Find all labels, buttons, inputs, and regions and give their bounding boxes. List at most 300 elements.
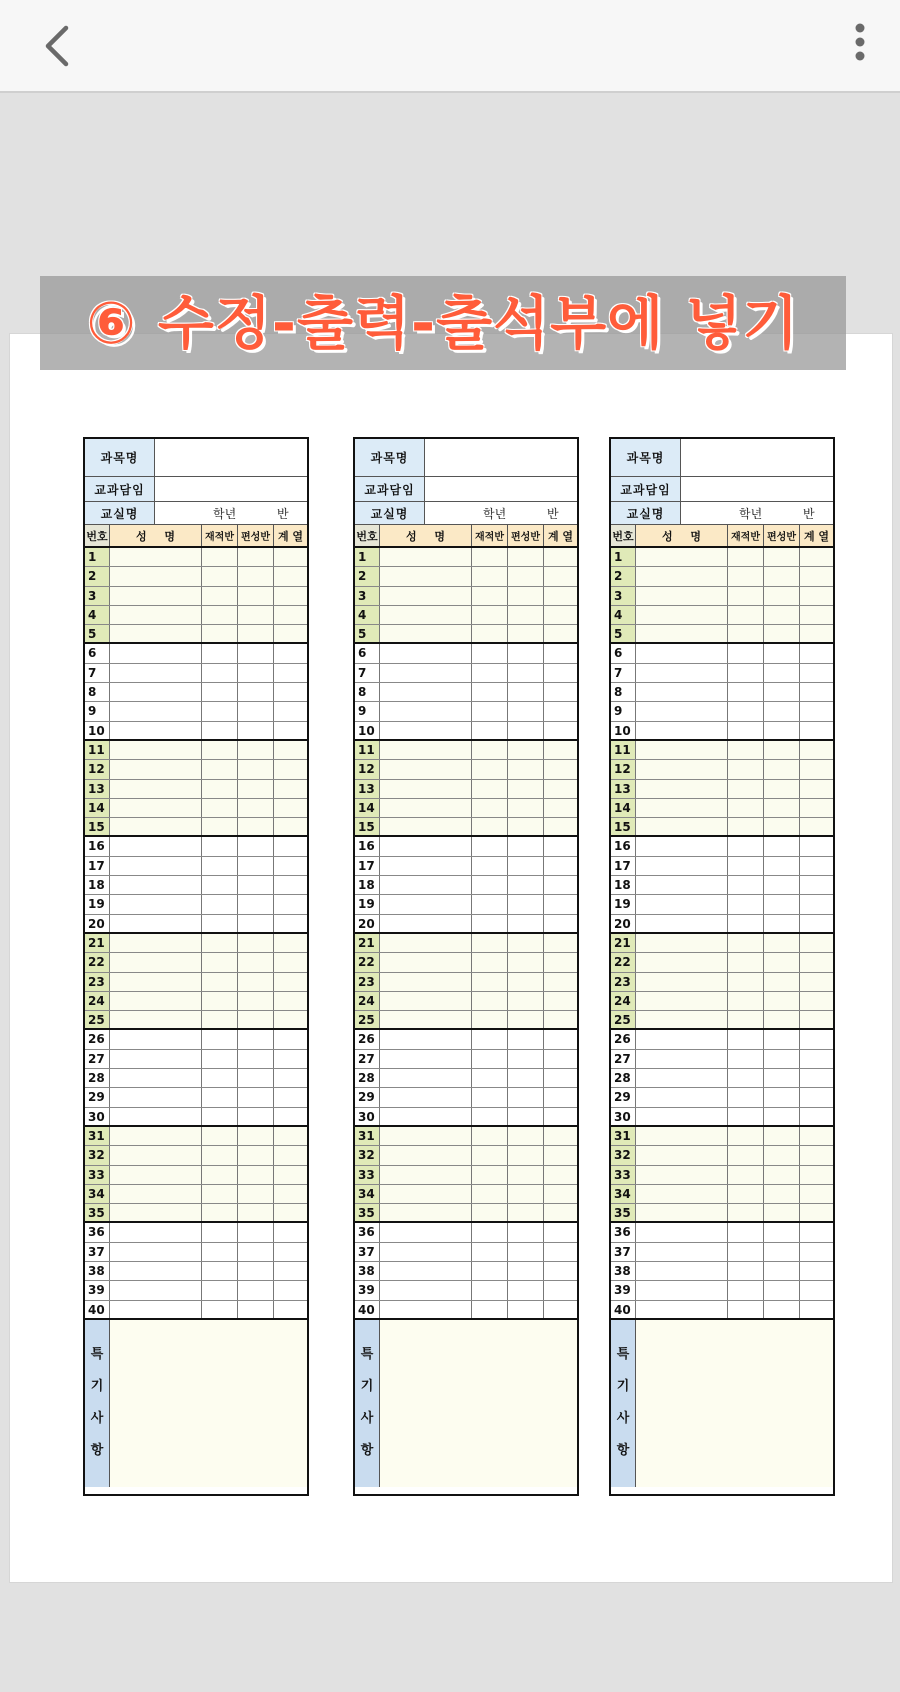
track-cell[interactable] [800, 1011, 833, 1028]
enrolled-class-cell[interactable] [728, 606, 764, 624]
enrolled-class-cell[interactable] [202, 876, 238, 894]
student-name-cell[interactable] [380, 1146, 472, 1164]
track-cell[interactable] [274, 1301, 307, 1318]
student-name-cell[interactable] [636, 1011, 728, 1028]
enrolled-class-cell[interactable] [472, 1108, 508, 1125]
assigned-class-cell[interactable] [238, 1281, 274, 1299]
enrolled-class-cell[interactable] [202, 895, 238, 913]
enrolled-class-cell[interactable] [472, 644, 508, 662]
track-cell[interactable] [544, 818, 577, 835]
track-cell[interactable] [800, 1050, 833, 1068]
student-name-cell[interactable] [636, 760, 728, 778]
assigned-class-cell[interactable] [508, 1223, 544, 1241]
enrolled-class-cell[interactable] [202, 1088, 238, 1106]
student-name-cell[interactable] [636, 664, 728, 682]
enrolled-class-cell[interactable] [728, 644, 764, 662]
assigned-class-cell[interactable] [238, 992, 274, 1010]
teacher-value[interactable] [681, 477, 833, 501]
assigned-class-cell[interactable] [508, 857, 544, 875]
enrolled-class-cell[interactable] [472, 702, 508, 720]
student-name-cell[interactable] [380, 1281, 472, 1299]
track-cell[interactable] [544, 934, 577, 952]
enrolled-class-cell[interactable] [728, 857, 764, 875]
enrolled-class-cell[interactable] [202, 683, 238, 701]
track-cell[interactable] [800, 567, 833, 585]
enrolled-class-cell[interactable] [472, 780, 508, 798]
assigned-class-cell[interactable] [764, 567, 800, 585]
track-cell[interactable] [544, 799, 577, 817]
assigned-class-cell[interactable] [508, 567, 544, 585]
enrolled-class-cell[interactable] [472, 1146, 508, 1164]
assigned-class-cell[interactable] [238, 818, 274, 835]
assigned-class-cell[interactable] [508, 1243, 544, 1261]
track-cell[interactable] [544, 1127, 577, 1145]
enrolled-class-cell[interactable] [202, 1146, 238, 1164]
assigned-class-cell[interactable] [508, 1166, 544, 1184]
track-cell[interactable] [544, 1050, 577, 1068]
track-cell[interactable] [544, 606, 577, 624]
assigned-class-cell[interactable] [508, 760, 544, 778]
enrolled-class-cell[interactable] [728, 1108, 764, 1125]
track-cell[interactable] [274, 780, 307, 798]
track-cell[interactable] [544, 1030, 577, 1048]
track-cell[interactable] [274, 1050, 307, 1068]
track-cell[interactable] [274, 953, 307, 971]
assigned-class-cell[interactable] [238, 915, 274, 932]
enrolled-class-cell[interactable] [472, 1301, 508, 1318]
student-name-cell[interactable] [380, 934, 472, 952]
assigned-class-cell[interactable] [508, 1185, 544, 1203]
assigned-class-cell[interactable] [764, 587, 800, 605]
assigned-class-cell[interactable] [764, 973, 800, 991]
track-cell[interactable] [544, 702, 577, 720]
track-cell[interactable] [800, 992, 833, 1010]
track-cell[interactable] [800, 934, 833, 952]
track-cell[interactable] [544, 915, 577, 932]
enrolled-class-cell[interactable] [472, 1185, 508, 1203]
student-name-cell[interactable] [380, 702, 472, 720]
assigned-class-cell[interactable] [238, 606, 274, 624]
student-name-cell[interactable] [380, 895, 472, 913]
track-cell[interactable] [800, 857, 833, 875]
room-value[interactable] [425, 502, 577, 524]
student-name-cell[interactable] [380, 1030, 472, 1048]
assigned-class-cell[interactable] [238, 644, 274, 662]
student-name-cell[interactable] [636, 548, 728, 566]
student-name-cell[interactable] [110, 780, 202, 798]
assigned-class-cell[interactable] [508, 953, 544, 971]
track-cell[interactable] [800, 741, 833, 759]
student-name-cell[interactable] [110, 1088, 202, 1106]
assigned-class-cell[interactable] [764, 1204, 800, 1221]
assigned-class-cell[interactable] [764, 1108, 800, 1125]
student-name-cell[interactable] [636, 702, 728, 720]
enrolled-class-cell[interactable] [728, 973, 764, 991]
assigned-class-cell[interactable] [764, 1011, 800, 1028]
assigned-class-cell[interactable] [508, 1127, 544, 1145]
assigned-class-cell[interactable] [764, 760, 800, 778]
enrolled-class-cell[interactable] [472, 953, 508, 971]
track-cell[interactable] [800, 606, 833, 624]
student-name-cell[interactable] [110, 587, 202, 605]
assigned-class-cell[interactable] [508, 992, 544, 1010]
enrolled-class-cell[interactable] [472, 1050, 508, 1068]
student-name-cell[interactable] [380, 1011, 472, 1028]
assigned-class-cell[interactable] [764, 1281, 800, 1299]
enrolled-class-cell[interactable] [472, 1223, 508, 1241]
enrolled-class-cell[interactable] [202, 606, 238, 624]
enrolled-class-cell[interactable] [472, 1030, 508, 1048]
track-cell[interactable] [800, 1185, 833, 1203]
assigned-class-cell[interactable] [764, 548, 800, 566]
enrolled-class-cell[interactable] [472, 567, 508, 585]
track-cell[interactable] [274, 741, 307, 759]
student-name-cell[interactable] [636, 837, 728, 855]
track-cell[interactable] [544, 548, 577, 566]
student-name-cell[interactable] [110, 973, 202, 991]
enrolled-class-cell[interactable] [728, 1243, 764, 1261]
student-name-cell[interactable] [636, 799, 728, 817]
student-name-cell[interactable] [380, 567, 472, 585]
assigned-class-cell[interactable] [508, 876, 544, 894]
assigned-class-cell[interactable] [238, 895, 274, 913]
track-cell[interactable] [800, 1030, 833, 1048]
assigned-class-cell[interactable] [764, 992, 800, 1010]
assigned-class-cell[interactable] [508, 780, 544, 798]
track-cell[interactable] [544, 683, 577, 701]
track-cell[interactable] [800, 760, 833, 778]
assigned-class-cell[interactable] [508, 934, 544, 952]
track-cell[interactable] [800, 915, 833, 932]
track-cell[interactable] [800, 876, 833, 894]
track-cell[interactable] [544, 876, 577, 894]
assigned-class-cell[interactable] [238, 1262, 274, 1280]
assigned-class-cell[interactable] [508, 1030, 544, 1048]
assigned-class-cell[interactable] [764, 1185, 800, 1203]
enrolled-class-cell[interactable] [472, 606, 508, 624]
assigned-class-cell[interactable] [238, 587, 274, 605]
track-cell[interactable] [274, 799, 307, 817]
track-cell[interactable] [274, 1185, 307, 1203]
enrolled-class-cell[interactable] [472, 760, 508, 778]
track-cell[interactable] [800, 1088, 833, 1106]
student-name-cell[interactable] [110, 664, 202, 682]
assigned-class-cell[interactable] [764, 934, 800, 952]
student-name-cell[interactable] [110, 876, 202, 894]
assigned-class-cell[interactable] [764, 1088, 800, 1106]
student-name-cell[interactable] [636, 587, 728, 605]
student-name-cell[interactable] [110, 625, 202, 642]
assigned-class-cell[interactable] [238, 548, 274, 566]
track-cell[interactable] [800, 1069, 833, 1087]
assigned-class-cell[interactable] [764, 1166, 800, 1184]
track-cell[interactable] [274, 1243, 307, 1261]
enrolled-class-cell[interactable] [202, 1108, 238, 1125]
enrolled-class-cell[interactable] [728, 760, 764, 778]
assigned-class-cell[interactable] [238, 1223, 274, 1241]
assigned-class-cell[interactable] [508, 548, 544, 566]
enrolled-class-cell[interactable] [202, 567, 238, 585]
track-cell[interactable] [800, 644, 833, 662]
track-cell[interactable] [544, 1281, 577, 1299]
track-cell[interactable] [544, 1223, 577, 1241]
enrolled-class-cell[interactable] [202, 741, 238, 759]
enrolled-class-cell[interactable] [728, 683, 764, 701]
subject-value[interactable] [425, 439, 577, 476]
student-name-cell[interactable] [636, 953, 728, 971]
track-cell[interactable] [800, 1146, 833, 1164]
track-cell[interactable] [800, 780, 833, 798]
track-cell[interactable] [274, 722, 307, 739]
enrolled-class-cell[interactable] [728, 818, 764, 835]
student-name-cell[interactable] [110, 606, 202, 624]
student-name-cell[interactable] [110, 837, 202, 855]
teacher-value[interactable] [155, 477, 307, 501]
enrolled-class-cell[interactable] [202, 760, 238, 778]
student-name-cell[interactable] [110, 683, 202, 701]
track-cell[interactable] [800, 799, 833, 817]
student-name-cell[interactable] [110, 567, 202, 585]
student-name-cell[interactable] [636, 1281, 728, 1299]
enrolled-class-cell[interactable] [202, 780, 238, 798]
student-name-cell[interactable] [380, 799, 472, 817]
student-name-cell[interactable] [636, 606, 728, 624]
student-name-cell[interactable] [380, 548, 472, 566]
track-cell[interactable] [800, 1204, 833, 1221]
student-name-cell[interactable] [380, 664, 472, 682]
student-name-cell[interactable] [380, 644, 472, 662]
track-cell[interactable] [544, 664, 577, 682]
track-cell[interactable] [274, 702, 307, 720]
student-name-cell[interactable] [380, 1301, 472, 1318]
student-name-cell[interactable] [636, 973, 728, 991]
student-name-cell[interactable] [380, 587, 472, 605]
track-cell[interactable] [800, 953, 833, 971]
assigned-class-cell[interactable] [238, 857, 274, 875]
student-name-cell[interactable] [380, 1185, 472, 1203]
student-name-cell[interactable] [636, 1223, 728, 1241]
track-cell[interactable] [274, 548, 307, 566]
assigned-class-cell[interactable] [238, 722, 274, 739]
track-cell[interactable] [800, 973, 833, 991]
track-cell[interactable] [274, 1011, 307, 1028]
enrolled-class-cell[interactable] [202, 644, 238, 662]
enrolled-class-cell[interactable] [202, 1223, 238, 1241]
student-name-cell[interactable] [380, 722, 472, 739]
student-name-cell[interactable] [110, 857, 202, 875]
student-name-cell[interactable] [110, 1011, 202, 1028]
assigned-class-cell[interactable] [238, 953, 274, 971]
assigned-class-cell[interactable] [238, 1127, 274, 1145]
student-name-cell[interactable] [380, 1223, 472, 1241]
assigned-class-cell[interactable] [238, 741, 274, 759]
enrolled-class-cell[interactable] [202, 702, 238, 720]
enrolled-class-cell[interactable] [472, 837, 508, 855]
assigned-class-cell[interactable] [508, 1088, 544, 1106]
assigned-class-cell[interactable] [508, 818, 544, 835]
student-name-cell[interactable] [636, 1030, 728, 1048]
track-cell[interactable] [800, 625, 833, 642]
track-cell[interactable] [274, 567, 307, 585]
student-name-cell[interactable] [636, 1262, 728, 1280]
assigned-class-cell[interactable] [508, 741, 544, 759]
enrolled-class-cell[interactable] [202, 1050, 238, 1068]
student-name-cell[interactable] [636, 1185, 728, 1203]
enrolled-class-cell[interactable] [202, 818, 238, 835]
enrolled-class-cell[interactable] [472, 1204, 508, 1221]
student-name-cell[interactable] [380, 1127, 472, 1145]
room-value[interactable] [155, 502, 307, 524]
enrolled-class-cell[interactable] [202, 1069, 238, 1087]
enrolled-class-cell[interactable] [472, 683, 508, 701]
teacher-value[interactable] [425, 477, 577, 501]
enrolled-class-cell[interactable] [728, 915, 764, 932]
assigned-class-cell[interactable] [508, 683, 544, 701]
student-name-cell[interactable] [380, 953, 472, 971]
assigned-class-cell[interactable] [238, 702, 274, 720]
assigned-class-cell[interactable] [238, 683, 274, 701]
enrolled-class-cell[interactable] [728, 1069, 764, 1087]
assigned-class-cell[interactable] [508, 915, 544, 932]
assigned-class-cell[interactable] [508, 1146, 544, 1164]
assigned-class-cell[interactable] [238, 1050, 274, 1068]
assigned-class-cell[interactable] [764, 1262, 800, 1280]
enrolled-class-cell[interactable] [202, 1185, 238, 1203]
student-name-cell[interactable] [110, 953, 202, 971]
assigned-class-cell[interactable] [238, 1088, 274, 1106]
student-name-cell[interactable] [110, 1030, 202, 1048]
assigned-class-cell[interactable] [508, 606, 544, 624]
enrolled-class-cell[interactable] [728, 587, 764, 605]
student-name-cell[interactable] [380, 625, 472, 642]
track-cell[interactable] [274, 1069, 307, 1087]
assigned-class-cell[interactable] [238, 1301, 274, 1318]
enrolled-class-cell[interactable] [202, 1262, 238, 1280]
enrolled-class-cell[interactable] [728, 799, 764, 817]
assigned-class-cell[interactable] [764, 780, 800, 798]
track-cell[interactable] [544, 857, 577, 875]
assigned-class-cell[interactable] [764, 1069, 800, 1087]
enrolled-class-cell[interactable] [472, 1011, 508, 1028]
assigned-class-cell[interactable] [238, 1030, 274, 1048]
track-cell[interactable] [544, 1069, 577, 1087]
assigned-class-cell[interactable] [238, 837, 274, 855]
student-name-cell[interactable] [636, 992, 728, 1010]
student-name-cell[interactable] [110, 1185, 202, 1203]
student-name-cell[interactable] [110, 1301, 202, 1318]
student-name-cell[interactable] [110, 760, 202, 778]
student-name-cell[interactable] [110, 548, 202, 566]
student-name-cell[interactable] [380, 915, 472, 932]
assigned-class-cell[interactable] [238, 1166, 274, 1184]
assigned-class-cell[interactable] [238, 799, 274, 817]
remarks-field[interactable] [380, 1320, 577, 1487]
track-cell[interactable] [544, 780, 577, 798]
track-cell[interactable] [544, 1011, 577, 1028]
track-cell[interactable] [274, 837, 307, 855]
assigned-class-cell[interactable] [238, 664, 274, 682]
assigned-class-cell[interactable] [508, 722, 544, 739]
student-name-cell[interactable] [636, 741, 728, 759]
track-cell[interactable] [800, 702, 833, 720]
track-cell[interactable] [544, 1204, 577, 1221]
student-name-cell[interactable] [110, 1108, 202, 1125]
track-cell[interactable] [800, 895, 833, 913]
enrolled-class-cell[interactable] [728, 876, 764, 894]
enrolled-class-cell[interactable] [472, 1088, 508, 1106]
enrolled-class-cell[interactable] [728, 548, 764, 566]
enrolled-class-cell[interactable] [472, 1262, 508, 1280]
assigned-class-cell[interactable] [764, 606, 800, 624]
student-name-cell[interactable] [636, 818, 728, 835]
assigned-class-cell[interactable] [508, 837, 544, 855]
assigned-class-cell[interactable] [764, 722, 800, 739]
student-name-cell[interactable] [636, 1243, 728, 1261]
enrolled-class-cell[interactable] [728, 1281, 764, 1299]
track-cell[interactable] [274, 876, 307, 894]
enrolled-class-cell[interactable] [472, 741, 508, 759]
assigned-class-cell[interactable] [238, 1185, 274, 1203]
track-cell[interactable] [274, 1204, 307, 1221]
enrolled-class-cell[interactable] [728, 1223, 764, 1241]
assigned-class-cell[interactable] [508, 664, 544, 682]
student-name-cell[interactable] [110, 799, 202, 817]
student-name-cell[interactable] [380, 837, 472, 855]
enrolled-class-cell[interactable] [728, 664, 764, 682]
student-name-cell[interactable] [110, 1127, 202, 1145]
student-name-cell[interactable] [380, 741, 472, 759]
enrolled-class-cell[interactable] [202, 857, 238, 875]
assigned-class-cell[interactable] [764, 837, 800, 855]
track-cell[interactable] [274, 606, 307, 624]
enrolled-class-cell[interactable] [202, 934, 238, 952]
enrolled-class-cell[interactable] [202, 1127, 238, 1145]
track-cell[interactable] [274, 1166, 307, 1184]
enrolled-class-cell[interactable] [728, 1204, 764, 1221]
track-cell[interactable] [544, 1146, 577, 1164]
student-name-cell[interactable] [380, 992, 472, 1010]
track-cell[interactable] [274, 1108, 307, 1125]
student-name-cell[interactable] [110, 1243, 202, 1261]
enrolled-class-cell[interactable] [202, 548, 238, 566]
assigned-class-cell[interactable] [238, 625, 274, 642]
assigned-class-cell[interactable] [238, 780, 274, 798]
student-name-cell[interactable] [636, 1050, 728, 1068]
assigned-class-cell[interactable] [764, 702, 800, 720]
assigned-class-cell[interactable] [238, 934, 274, 952]
enrolled-class-cell[interactable] [728, 722, 764, 739]
track-cell[interactable] [800, 1243, 833, 1261]
student-name-cell[interactable] [110, 741, 202, 759]
enrolled-class-cell[interactable] [472, 1243, 508, 1261]
track-cell[interactable] [274, 625, 307, 642]
student-name-cell[interactable] [110, 1166, 202, 1184]
enrolled-class-cell[interactable] [472, 664, 508, 682]
student-name-cell[interactable] [110, 1281, 202, 1299]
track-cell[interactable] [800, 664, 833, 682]
assigned-class-cell[interactable] [508, 895, 544, 913]
enrolled-class-cell[interactable] [472, 625, 508, 642]
student-name-cell[interactable] [636, 567, 728, 585]
enrolled-class-cell[interactable] [202, 664, 238, 682]
enrolled-class-cell[interactable] [202, 587, 238, 605]
enrolled-class-cell[interactable] [728, 934, 764, 952]
track-cell[interactable] [274, 895, 307, 913]
assigned-class-cell[interactable] [238, 567, 274, 585]
enrolled-class-cell[interactable] [472, 973, 508, 991]
student-name-cell[interactable] [110, 1262, 202, 1280]
track-cell[interactable] [274, 915, 307, 932]
